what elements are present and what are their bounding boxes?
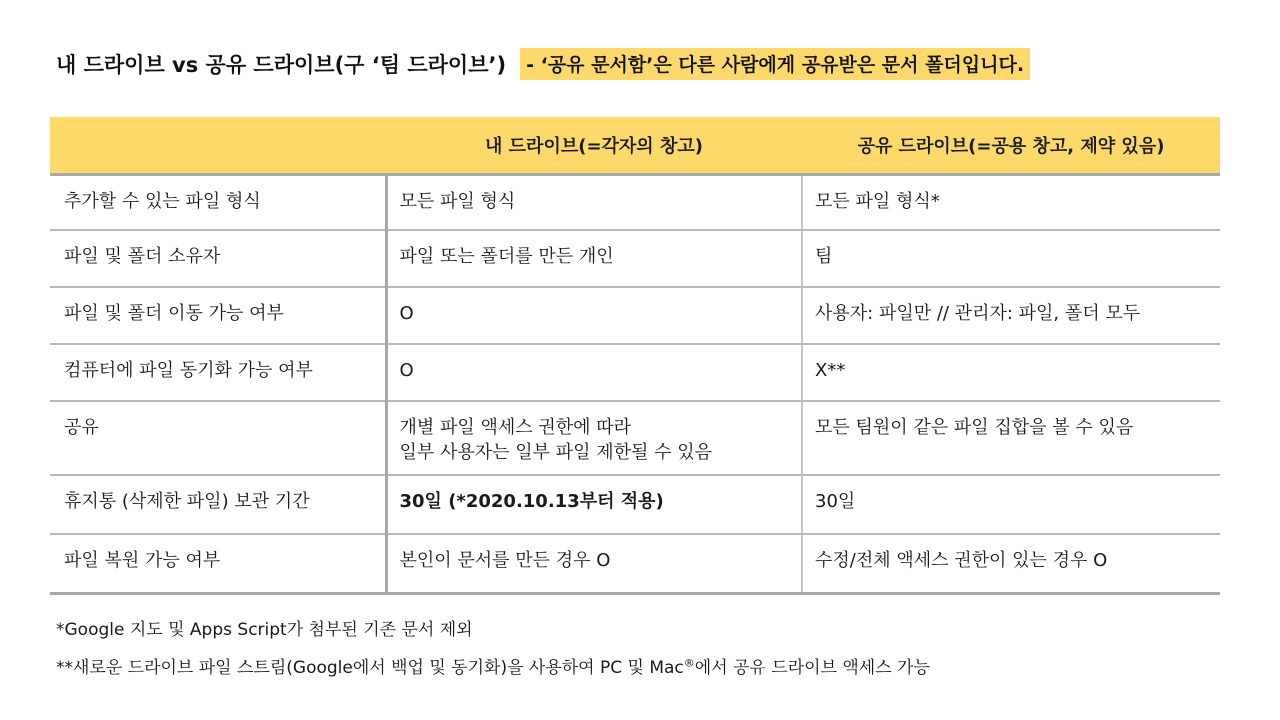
shared-drive-cell xyxy=(802,475,1220,534)
my-drive-cell xyxy=(386,230,802,287)
row-label: 컴퓨터에 파일 동기화 가능 여부 xyxy=(50,344,386,401)
page-title: 내 드라이브 vs 공유 드라이브(구 ‘팀 드라이브’) xyxy=(56,53,507,77)
cell-text: 개별 파일 액세스 권한에 따라 xyxy=(399,417,632,438)
cell-text: 팀 xyxy=(815,246,833,267)
footnote-2-text: **새로운 드라이브 파일 스트림(Google에서 백업 및 동기화)을 사용하여 PC 및 Mac xyxy=(56,658,684,678)
cell-text: 일부 사용자는 일부 파일 제한될 수 있음 xyxy=(399,442,713,463)
footnote-2-text-end: 에서 공유 드라이브 액세스 가능 xyxy=(694,658,930,678)
footnote-1: *Google 지도 및 Apps Script가 첨부된 기존 문서 제외 xyxy=(56,620,473,640)
table-row xyxy=(50,475,1220,534)
cell-text: O xyxy=(399,360,414,381)
header-shared-drive: 공유 드라이브(=공용 창고, 제약 있음) xyxy=(802,117,1220,175)
row-label: 공유 xyxy=(50,401,386,475)
registered-mark: ® xyxy=(683,656,695,670)
cell-text: 30일 (*2020.10.13부터 적용) xyxy=(399,491,664,512)
my-drive-cell xyxy=(386,287,802,344)
table-row xyxy=(50,401,1220,475)
footnote-2 xyxy=(56,653,930,678)
my-drive-cell xyxy=(386,401,802,475)
shared-drive-cell xyxy=(802,401,1220,475)
title-row xyxy=(56,48,1030,80)
shared-drive-cell xyxy=(802,230,1220,287)
table-row xyxy=(50,175,1220,231)
shared-drive-cell xyxy=(802,287,1220,344)
table-header-row xyxy=(50,117,1220,175)
row-label: 추가할 수 있는 파일 형식 xyxy=(50,175,386,231)
cell-text: 수정/전체 액세스 권한이 있는 경우 O xyxy=(815,550,1108,571)
cell-text: 30일 xyxy=(815,491,856,512)
my-drive-cell xyxy=(386,475,802,534)
cell-text: 본인이 문서를 만든 경우 O xyxy=(399,550,611,571)
table-row xyxy=(50,230,1220,287)
shared-drive-cell xyxy=(802,175,1220,231)
table-row xyxy=(50,344,1220,401)
row-label: 휴지통 (삭제한 파일) 보관 기간 xyxy=(50,475,386,534)
my-drive-cell xyxy=(386,534,802,594)
cell-text: 모든 파일 형식* xyxy=(815,191,940,212)
header-my-drive: 내 드라이브(=각자의 창고) xyxy=(386,117,802,175)
header-empty xyxy=(50,117,386,175)
cell-text: 파일 또는 폴더를 만든 개인 xyxy=(399,246,614,267)
cell-text: 모든 팀원이 같은 파일 집합을 볼 수 있음 xyxy=(815,417,1134,438)
row-label: 파일 및 폴더 소유자 xyxy=(50,230,386,287)
comparison-table xyxy=(50,117,1220,595)
shared-drive-cell xyxy=(802,534,1220,594)
row-label: 파일 복원 가능 여부 xyxy=(50,534,386,594)
shared-drive-cell xyxy=(802,344,1220,401)
row-label: 파일 및 폴더 이동 가능 여부 xyxy=(50,287,386,344)
title-note-highlight: - ‘공유 문서함’은 다른 사람에게 공유받은 문서 폴더입니다. xyxy=(520,48,1030,80)
cell-text: O xyxy=(399,303,414,324)
table-row xyxy=(50,287,1220,344)
cell-text: 모든 파일 형식 xyxy=(399,191,516,212)
my-drive-cell xyxy=(386,344,802,401)
my-drive-cell xyxy=(386,175,802,231)
cell-text: 사용자: 파일만 // 관리자: 파일, 폴더 모두 xyxy=(815,303,1141,324)
table-row xyxy=(50,534,1220,594)
cell-text: X** xyxy=(815,360,846,381)
